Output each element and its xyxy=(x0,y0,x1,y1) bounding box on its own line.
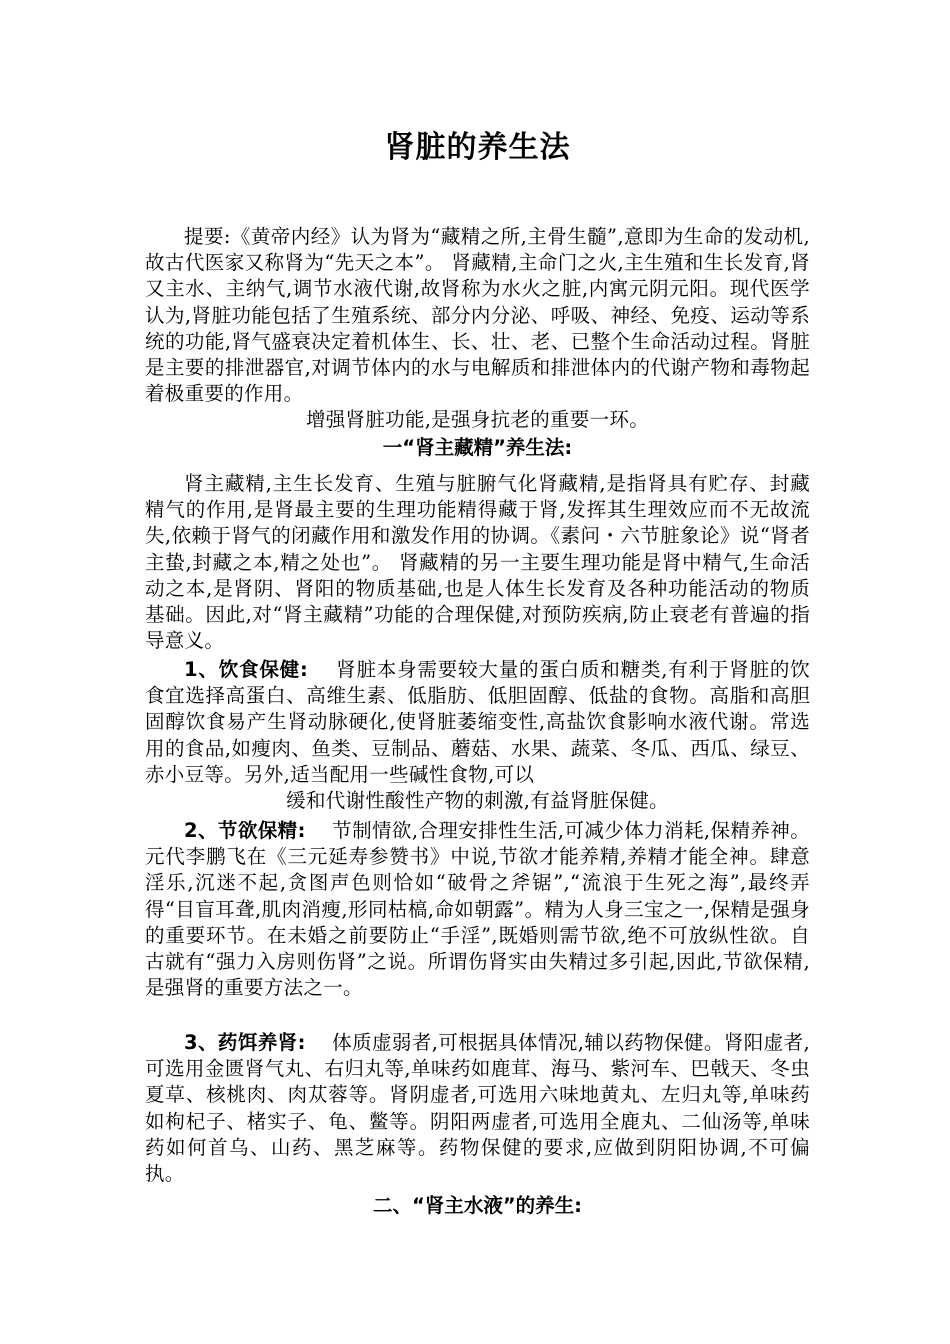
item-restraint-lead: 2、节欲保精: xyxy=(184,819,306,842)
item-diet-paragraph xyxy=(145,657,810,814)
item-medicine-body: 体质虚弱者,可根据具体情况,辅以药物保健。肾阳虚者,可选用金匮肾气丸、右归丸等,单味药如鹿茸、海马、紫河车、巴戟天、冬虫夏草、核桃肉、肉苁蓉等。肾阴虚者,可选用六味地黄丸、左归丸等,单味药如枸杞子、楮实子、龟、鳖等。阴阳两虚者,可选用全鹿丸、二仙汤等,单味药如何首乌、山药、黑芝麻等。药物保健的要求,应做到阴阳协调,不可偏执。 xyxy=(145,1031,810,1186)
item-diet-last-line: 缓和代谢性酸性产物的刺激,有益肾脏保健。 xyxy=(286,789,669,813)
abstract-paragraph xyxy=(145,224,810,434)
abstract-body: 提要:《黄帝内经》认为肾为“藏精之所,主骨生髓”,意即为生命的发动机,故古代医家又称肾为“先天之本”。 肾藏精,主命门之火,主生殖和生长发育,肾又主水、主纳气,调节水液代谢,故肾称为水火之脏,内寓元阴元阳。现代医学认为,肾脏功能包括了生殖系统、部分内分泌、呼吸、神经、免疫、运动等系统的功能,肾气盛衰决定着机体生、长、壮、老、已整个生命活动过程。肾脏是主要的排泄器官,对调节体内的水与电解质和排泄体内的代谢产物和毒物起着极重要的作用。 xyxy=(145,225,810,406)
item-diet-body: 肾脏本身需要较大量的蛋白质和糖类,有利于肾脏的饮食宜选择高蛋白、高维生素、低脂肪、低胆固醇、低盐的食物。高脂和高胆固醇饮食易产生肾动脉硬化,使肾脏萎缩变性,高盐饮食影响水液代谢。常选用的食品,如瘦肉、鱼类、豆制品、蘑菇、水果、蔬菜、冬瓜、西瓜、绿豆、赤小豆等。另外,适当配用一些碱性食物,可以 xyxy=(145,658,811,786)
item-medicine-lead: 3、药饵养肾: xyxy=(184,1031,306,1054)
section-heading-1: 一“肾主藏精”养生法: xyxy=(382,436,573,459)
section-heading-2: 二、“肾主水液”的养生: xyxy=(373,1194,582,1217)
item-diet-lead: 1、饮食保健: xyxy=(184,658,309,681)
item-restraint-body: 节制情欲,合理安排性生活,可减少体力消耗,保精养神。元代李鹏飞在《三元延寿参赞书》中说,节欲才能养精,养精才能全神。肆意淫乐,沉迷不起,贪图声色则恰如“破骨之斧锯”,“流浪于生死之海”,最终弄得“目盲耳聋,肌肉消瘦,形同枯槁,命如朝露”。精为人身三宝之一,保精是强身的重要环节。在未婚之前要防止“手淫”,既婚则需节欲,绝不可放纵性欲。自古就有“强力入房则伤肾”之说。所谓伤肾实由失精过多引起,因此,节欲保精,是强肾的重要方法之一。 xyxy=(145,819,810,1000)
abstract-last-line: 增强肾脏功能,是强身抗老的重要一环。 xyxy=(305,408,650,432)
section1-intro-paragraph: 肾主藏精,主生长发育、生殖与脏腑气化肾藏精,是指肾具有贮存、封藏精气的作用,是肾最主要的生理功能精得藏于肾,发挥其生理效应而不无故流失,依赖于肾气的闭藏作用和激发作用的协调。《素问・六节脏象论》说“肾者主蛰,封藏之本,精之处也”。 肾藏精的另一主要生理功能是肾中精气,生命活动之本,是肾阴、肾阳的物质基础,也是人体生长发育及各种功能活动的物质基础。因此,对“肾主藏精”功能的合理保健,对预防疾病,防止衰老有普遍的指导意义。 xyxy=(145,472,810,653)
item-medicine-paragraph xyxy=(145,1030,810,1187)
item-restraint-paragraph xyxy=(145,818,810,1001)
page-title: 肾脏的养生法 xyxy=(384,130,571,165)
